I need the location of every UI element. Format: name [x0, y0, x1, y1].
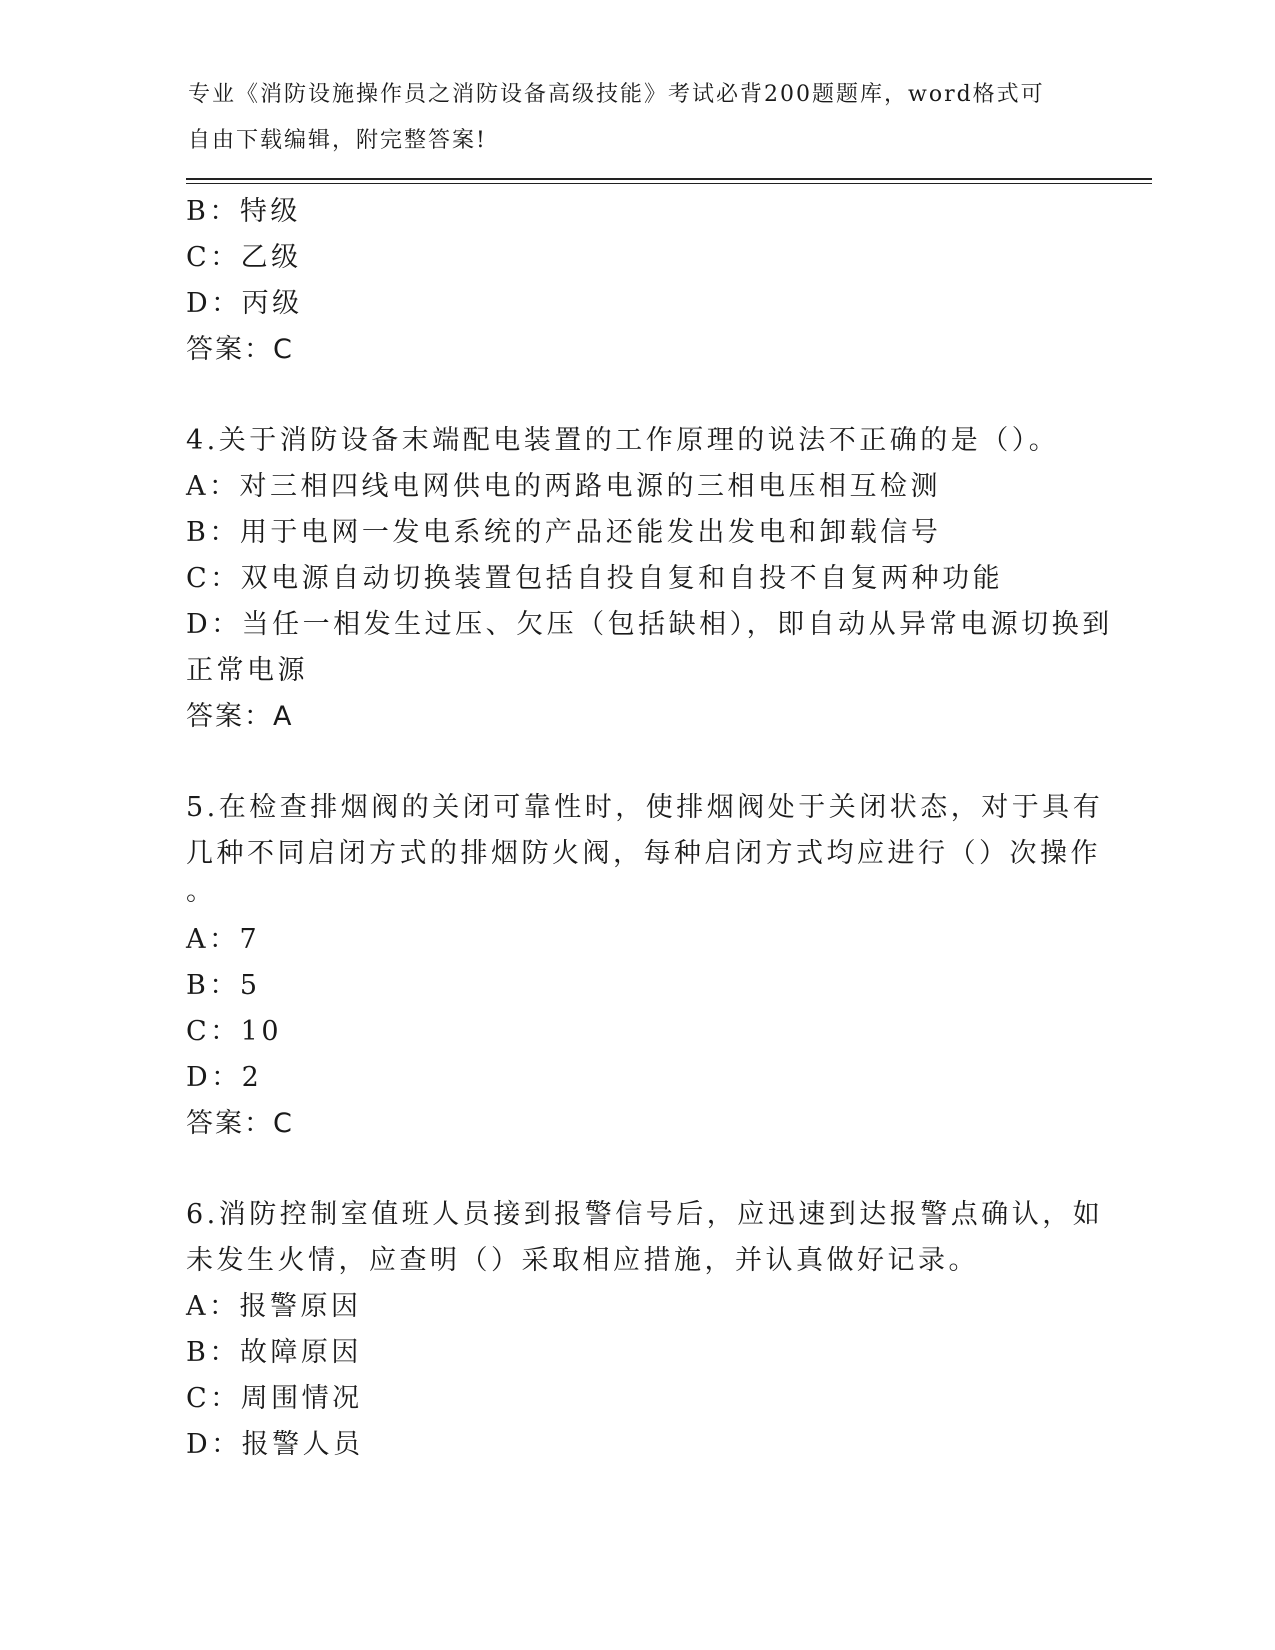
header-title-line-2: 自由下载编辑，附完整答案!	[188, 128, 487, 153]
spacer	[186, 373, 1086, 418]
question-list	[186, 189, 1113, 1468]
q3-answer: 答案：C	[186, 334, 294, 365]
q6-option-b: B：故障原因	[186, 1337, 362, 1368]
question-4-block	[186, 418, 1113, 740]
q6-option-a: A：报警原因	[186, 1291, 362, 1322]
q6-option-c: C：周围情况	[186, 1383, 363, 1414]
header-divider-thick	[186, 178, 1152, 180]
q5-option-b: B：5	[186, 970, 261, 1001]
q3-option-b: B：特级	[186, 196, 301, 227]
q5-stem-line-3: 。	[186, 876, 217, 907]
q4-option-b: B：用于电网一发电系统的产品还能发出发电和卸载信号	[186, 517, 942, 548]
q4-option-d-line-1: D：当任一相发生过压、欠压（包括缺相），即自动从异常电源切换到	[186, 609, 1113, 640]
q4-option-c: C：双电源自动切换装置包括自投自复和自投不自复两种功能	[186, 563, 1004, 594]
q5-option-d: D：2	[186, 1062, 263, 1093]
q5-option-c: C：10	[186, 1016, 283, 1047]
question-6-block	[186, 1192, 1104, 1468]
q6-stem-line-2: 未发生火情，应查明（）采取相应措施，并认真做好记录。	[186, 1245, 979, 1276]
q4-stem: 4.关于消防设备末端配电装置的工作原理的说法不正确的是（）。	[186, 425, 1060, 456]
header-title-line-1: 专业《消防设施操作员之消防设备高级技能》考试必背200题题库，word格式可	[188, 82, 1045, 107]
q6-stem-line-1: 6.消防控制室值班人员接到报警信号后，应迅速到达报警点确认，如	[186, 1199, 1104, 1230]
q4-answer: 答案：A	[186, 701, 294, 732]
q6-option-d: D：报警人员	[186, 1429, 364, 1460]
q5-stem-line-1: 5.在检查排烟阀的关闭可靠性时，使排烟阀处于关闭状态，对于具有	[186, 792, 1104, 823]
question-5-block	[186, 785, 1104, 1147]
q3-option-d: D：丙级	[186, 288, 303, 319]
spacer	[186, 1147, 1086, 1192]
q3-option-c: C：乙级	[186, 242, 302, 273]
q4-option-d-line-2: 正常电源	[186, 655, 308, 686]
q5-stem-line-2: 几种不同启闭方式的排烟防火阀，每种启闭方式均应进行（）次操作	[186, 838, 1101, 869]
q4-option-a: A：对三相四线电网供电的两路电源的三相电压相互检测	[186, 471, 941, 502]
q5-option-a: A：7	[186, 924, 261, 955]
question-3-block	[186, 189, 1086, 373]
header-divider-thin	[186, 183, 1152, 184]
document-header	[188, 72, 1068, 164]
q5-answer: 答案：C	[186, 1108, 294, 1139]
spacer	[186, 740, 1086, 785]
